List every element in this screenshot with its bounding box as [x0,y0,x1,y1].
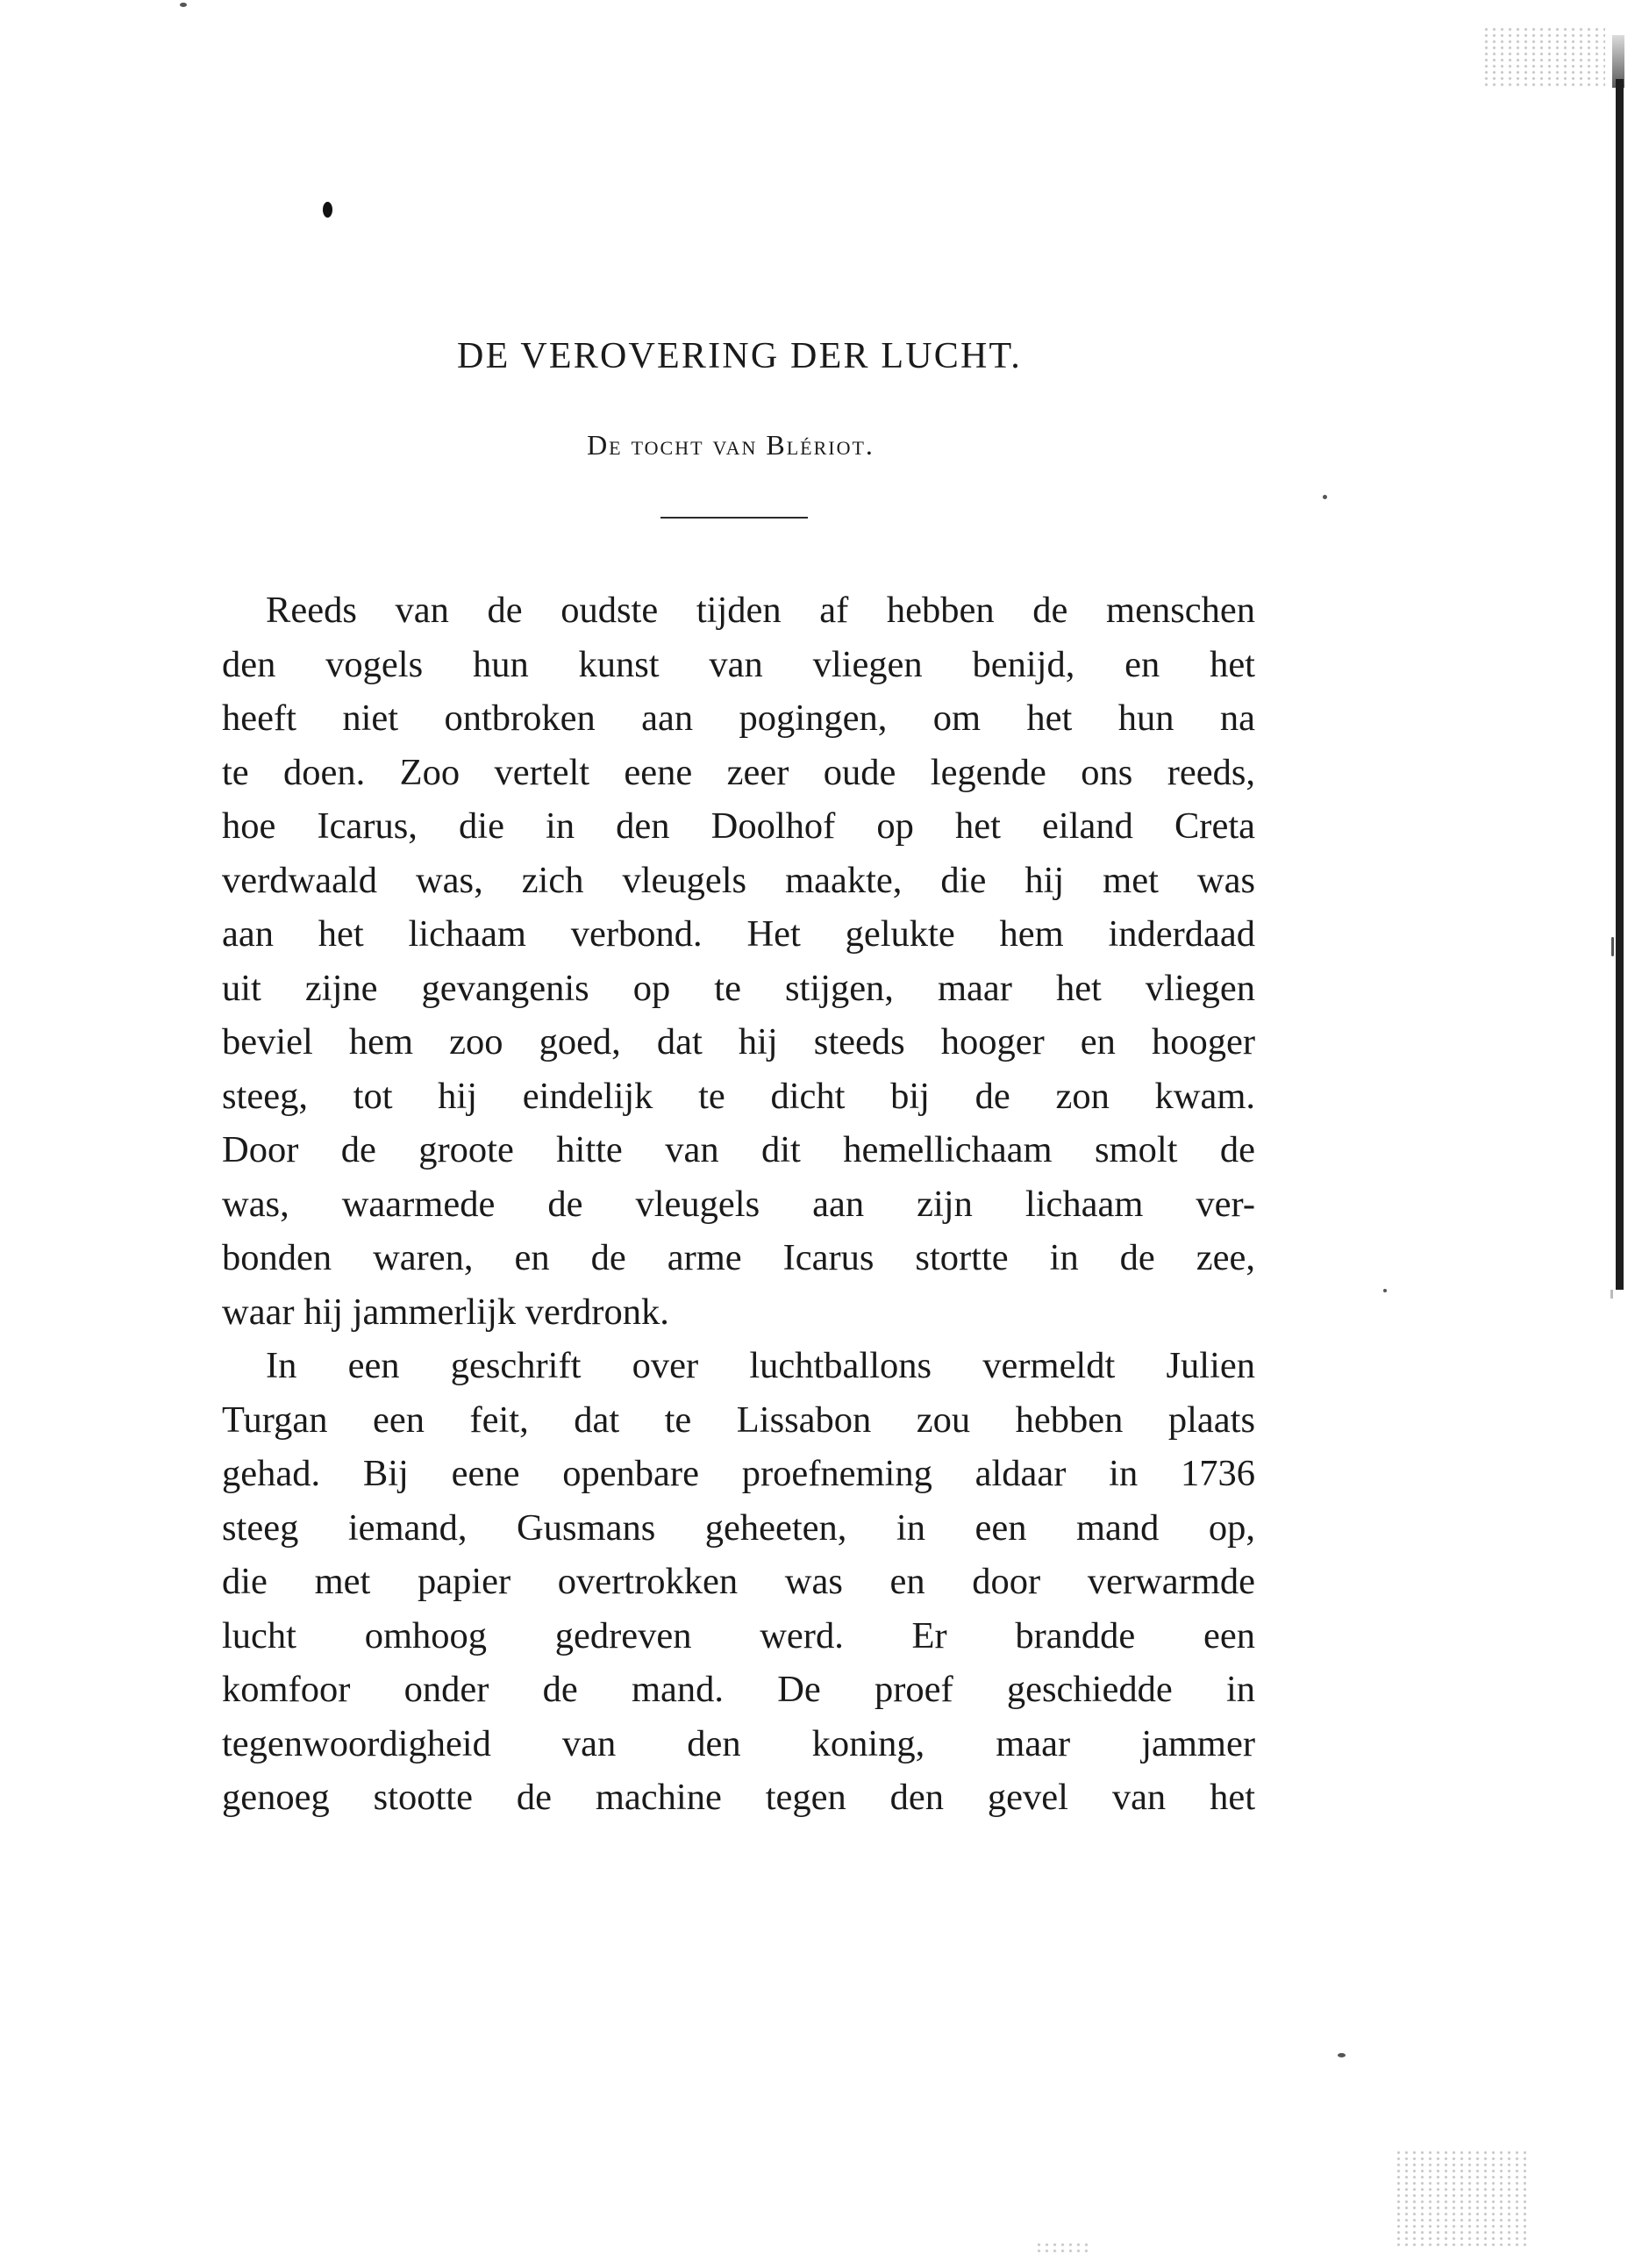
ink-speck [1611,937,1614,956]
text-line: gehad. Bij eene openbare proefneming aldaar in 1736 [222,1453,1255,1494]
text-line: waar hij jammerlijk verdronk. [222,1291,669,1333]
text-line: lucht omhoog gedreven werd. Er brandde een [222,1614,1255,1656]
scan-noise [1035,2242,1088,2254]
body-text [222,583,1255,1825]
text-line: hoe Icarus, die in den Doolhof op het eiland Creta [222,805,1255,847]
text-line: Turgan een feit, dat te Lissabon zou hebben plaats [222,1399,1255,1441]
ink-speck [1338,2053,1346,2057]
text-line: steeg iemand, Gusmans geheeten, in een mand op, [222,1506,1255,1549]
ink-speck [180,3,187,7]
text-line: heeft niet ontbroken aan pogingen, om het hun na [222,698,1255,739]
text-line: die met papier overtrokken was en door verwarmde [222,1561,1255,1602]
title-rule [660,517,808,519]
text-line: genoeg stootte de machine tegen den gevel van het [222,1777,1255,1818]
scan-noise [1395,2150,1526,2246]
text-line: Door de groote hitte van dit hemellichaam smolt de [222,1129,1255,1170]
text-line: tegenwoordigheid van den koning, maar jammer [222,1722,1255,1764]
chapter-title: DE VEROVERING DER LUCHT. [457,336,1022,376]
chapter-subtitle: De tocht van Blériot. [587,429,875,461]
scan-edge-mark [1610,1290,1613,1299]
ink-speck [1383,1289,1387,1292]
text-line: komfoor onder de mand. De proef geschiedde in [222,1669,1255,1710]
ink-spot [323,202,332,218]
text-line: Reeds van de oudste tijden af hebben de menschen [266,590,1255,631]
text-line: uit zijne gevangenis op te stijgen, maar het vliegen [222,967,1255,1009]
text-line: In een geschrift over luchtballons vermeldt Julien [266,1345,1255,1386]
scan-noise [1482,26,1605,88]
ink-speck [1323,495,1327,499]
text-line: verdwaald was, zich vleugels maakte, die hij met was [222,859,1255,901]
text-line: steeg, tot hij eindelijk te dicht bij de zon kwam. [222,1075,1255,1117]
text-line: aan het lichaam verbond. Het gelukte hem inderdaad [222,913,1255,955]
text-line: beviel hem zoo goed, dat hij steeds hooger en hooger [222,1021,1255,1062]
text-line: den vogels hun kunst van vliegen benijd, en het [222,643,1255,685]
scan-edge-bar [1616,79,1624,1290]
text-line: bonden waren, en de arme Icarus stortte in de zee, [222,1237,1255,1278]
text-line: was, waarmede de vleugels aan zijn lichaam ver- [222,1183,1255,1225]
text-line: te doen. Zoo vertelt eene zeer oude legende ons reeds, [222,751,1255,793]
